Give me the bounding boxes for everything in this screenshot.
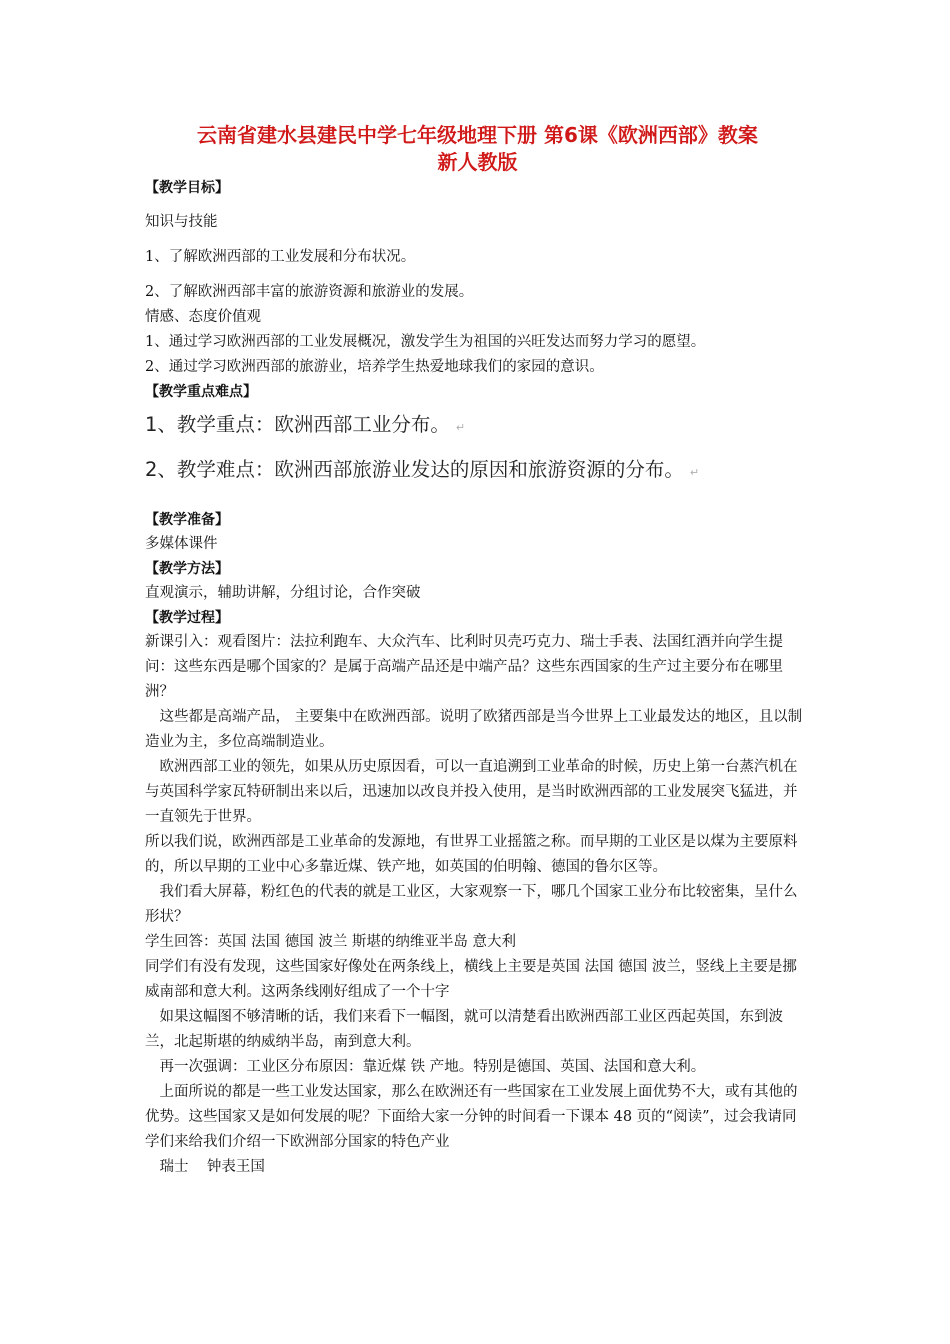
knowledge-item-1: 1、了解欧洲西部的工业发展和分布状况。	[145, 249, 416, 265]
process-paragraph-6: 学生回答：英国 法国 德国 波兰 斯堪的纳维亚半岛 意大利	[145, 934, 517, 950]
process-paragraph-1: 新课引入：观看图片：法拉利跑车、大众汽车、比利时贝壳巧克力、瑞士手表、法国红酒并向学生提问：这些东西是哪个国家的？是属于高端产品还是中端产品？这些东西国家的生产过主要分布在哪里洲？	[145, 634, 783, 700]
document-title-line2: 新人教版	[437, 150, 518, 174]
heading-teaching-method: 【教学方法】	[145, 561, 229, 577]
knowledge-skills-label: 知识与技能	[145, 214, 218, 230]
key-point	[145, 410, 810, 443]
document-title-line1: 云南省建水县建民中学七年级地理下册 第6课《欧洲西部》教案	[197, 123, 758, 147]
heading-teaching-prep: 【教学准备】	[145, 512, 229, 528]
process-paragraph-3: 欧洲西部工业的领先，如果从历史原因看，可以一直追溯到工业革命的时候，历史上第一台蒸汽机在与英国科学家瓦特研制出来以后，迅速加以改良并投入使用，是当时欧洲西部的工业发展突飞猛进，并一直领先于世界。	[145, 759, 798, 825]
heading-key-difficult-points: 【教学重点难点】	[145, 384, 257, 400]
process-paragraph-10: 上面所说的都是一些工业发达国家，那么在欧洲还有一些国家在工业发展上面优势不大，或有其他的优势。这些国家又是如何发展的呢？下面给大家一分钟的时间看一下课本 48 页的“阅读”，过会我请同学们来给我们介绍一下欧洲部分国家的特色产业	[145, 1084, 798, 1150]
heading-teaching-goals: 【教学目标】	[145, 180, 229, 196]
teaching-prep-text: 多媒体课件	[145, 536, 218, 552]
return-mark: ↵	[689, 466, 700, 479]
teaching-method-text: 直观演示，辅助讲解，分组讨论，合作突破	[145, 585, 421, 601]
document-page	[145, 122, 810, 1180]
heading-teaching-process: 【教学过程】	[145, 610, 229, 626]
emotion-attitude-label: 情感、态度价值观	[145, 309, 261, 325]
return-mark: ↵	[455, 421, 466, 434]
process-paragraph-2: 这些都是高端产品， 主要集中在欧洲西部。说明了欧猪西部是当今世界上工业最发达的地区，且以制造业为主，多位高端制造业。	[145, 709, 803, 750]
process-paragraph-5: 我们看大屏幕，粉红色的代表的就是工业区，大家观察一下，哪几个国家工业分布比较密集，呈什么形状？	[145, 884, 798, 925]
process-paragraph-7: 同学们有没有发现，这些国家好像处在两条线上，横线上主要是英国 法国 德国 波兰，竖线上主要是挪威南部和意大利。这两条线刚好组成了一个十字	[145, 959, 797, 1000]
process-paragraph-8: 如果这幅图不够清晰的话，我们来看下一幅图，就可以清楚看出欧洲西部工业区西起英国，东到波兰，北起斯堪的纳威纳半岛，南到意大利。	[145, 1009, 783, 1050]
difficult-point-text: 2、教学难点：欧洲西部旅游业发达的原因和旅游资源的分布。	[145, 458, 684, 481]
key-point-text: 1、教学重点：欧洲西部工业分布。	[145, 413, 450, 436]
process-paragraph-11: 瑞士 钟表王国	[159, 1159, 265, 1175]
difficult-point	[145, 455, 810, 488]
knowledge-item-2: 2、了解欧洲西部丰富的旅游资源和旅游业的发展。	[145, 284, 474, 300]
process-paragraph-9: 再一次强调：工业区分布原因：靠近煤 铁 产地。特别是德国、英国、法国和意大利。	[159, 1059, 706, 1075]
process-paragraph-4: 所以我们说，欧洲西部是工业革命的发源地，有世界工业摇篮之称。而早期的工业区是以煤为主要原料的，所以早期的工业中心多靠近煤、铁产地，如英国的伯明翰、德国的鲁尔区等。	[145, 834, 798, 875]
emotion-item-1: 1、通过学习欧洲西部的工业发展概况，激发学生为祖国的兴旺发达而努力学习的愿望。	[145, 334, 706, 350]
emotion-item-2: 2、通过学习欧洲西部的旅游业，培养学生热爱地球我们的家园的意识。	[145, 359, 604, 375]
